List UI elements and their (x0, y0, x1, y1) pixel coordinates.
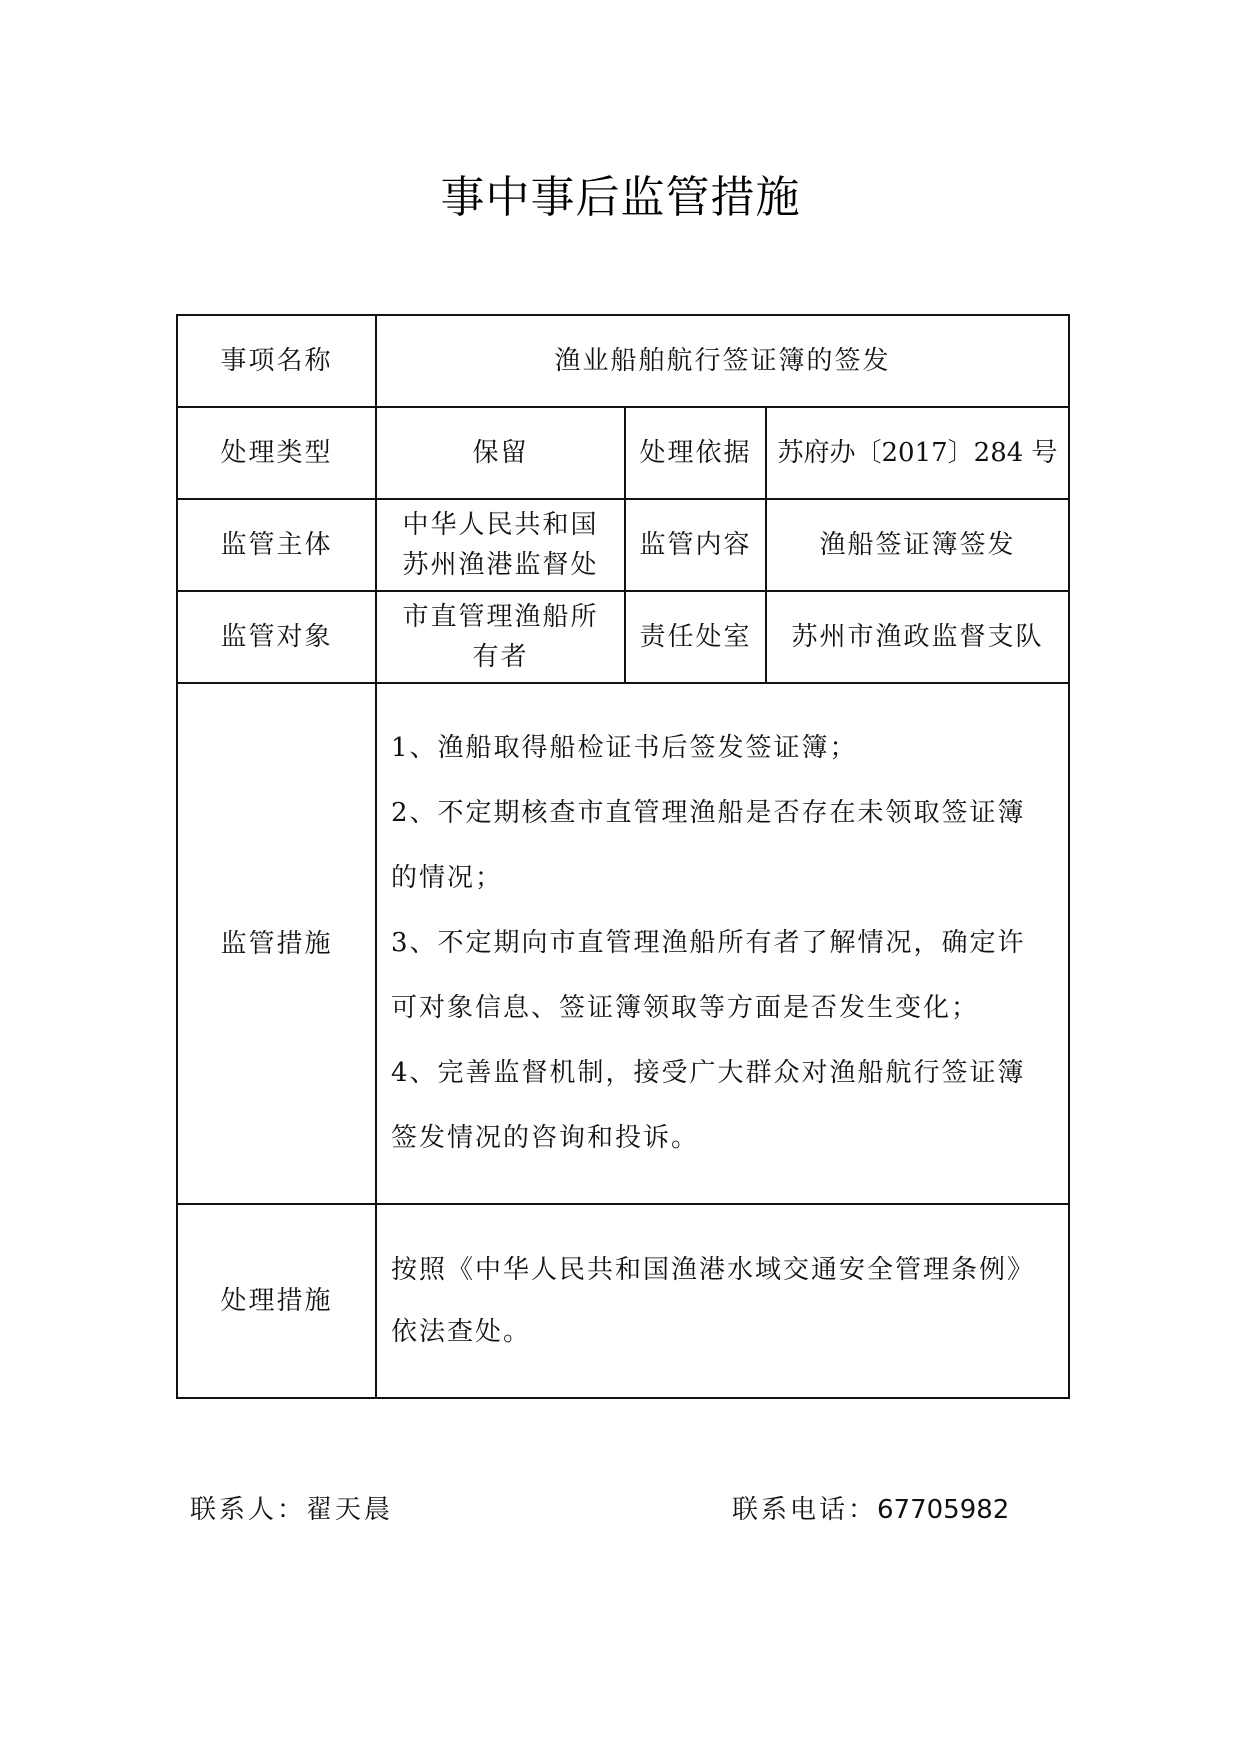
row-measures (177, 683, 1069, 1204)
measures-content (376, 683, 1069, 1204)
page-title: 事中事后监管措施 (440, 172, 801, 223)
content-value: 渔船签证簿签发 (766, 499, 1069, 591)
supervisor-value-line1: 中华人民共和国 (402, 510, 599, 540)
phone-number: 67705982 (877, 1495, 1010, 1525)
object-value (376, 591, 625, 683)
handling-basis-label: 处理依据 (625, 407, 766, 499)
supervisor-label: 监管主体 (177, 499, 376, 591)
content-label: 监管内容 (625, 499, 766, 591)
handling-type-value: 保留 (376, 407, 625, 499)
measure-item: 2、不定期核查市直管理渔船是否存在未领取签证簿的情况； (391, 798, 1026, 893)
contact-label: 联系人： (190, 1495, 307, 1525)
object-value-line1: 市直管理渔船所 (402, 602, 599, 632)
object-label: 监管对象 (177, 591, 376, 683)
row-handling-type (177, 407, 1069, 499)
item-name-value: 渔业船舶航行签证簿的签发 (376, 315, 1069, 407)
row-supervisor (177, 499, 1069, 591)
object-value-line2: 有者 (472, 642, 529, 672)
row-handling-measures (177, 1204, 1069, 1398)
handling-basis-value: 苏府办〔2017〕284 号 (766, 407, 1069, 499)
item-name-label: 事项名称 (177, 315, 376, 407)
handling-measures-label: 处理措施 (177, 1204, 376, 1398)
measure-item: 4、完善监督机制，接受广大群众对渔船航行签证簿签发情况的咨询和投诉。 (391, 1058, 1026, 1153)
contact-person (190, 1490, 393, 1530)
phone-label: 联系电话： (732, 1495, 878, 1525)
measures-label: 监管措施 (177, 683, 376, 1204)
contact-phone (732, 1490, 1009, 1530)
supervisor-value (376, 499, 625, 591)
supervisor-value-line2: 苏州渔港监督处 (402, 550, 599, 580)
handling-type-label: 处理类型 (177, 407, 376, 499)
row-object (177, 591, 1069, 683)
supervision-table (176, 314, 1070, 1399)
dept-value: 苏州市渔政监督支队 (766, 591, 1069, 683)
dept-label: 责任处室 (625, 591, 766, 683)
row-item-name (177, 315, 1069, 407)
measure-item: 3、不定期向市直管理渔船所有者了解情况，确定许可对象信息、签证簿领取等方面是否发生变化； (391, 928, 1026, 1023)
contact-name: 翟天晨 (306, 1495, 394, 1525)
measure-item: 1、渔船取得船检证书后签发签证簿； (391, 733, 858, 763)
handling-measures-value: 按照《中华人民共和国渔港水域交通安全管理条例》依法查处。 (376, 1204, 1069, 1398)
